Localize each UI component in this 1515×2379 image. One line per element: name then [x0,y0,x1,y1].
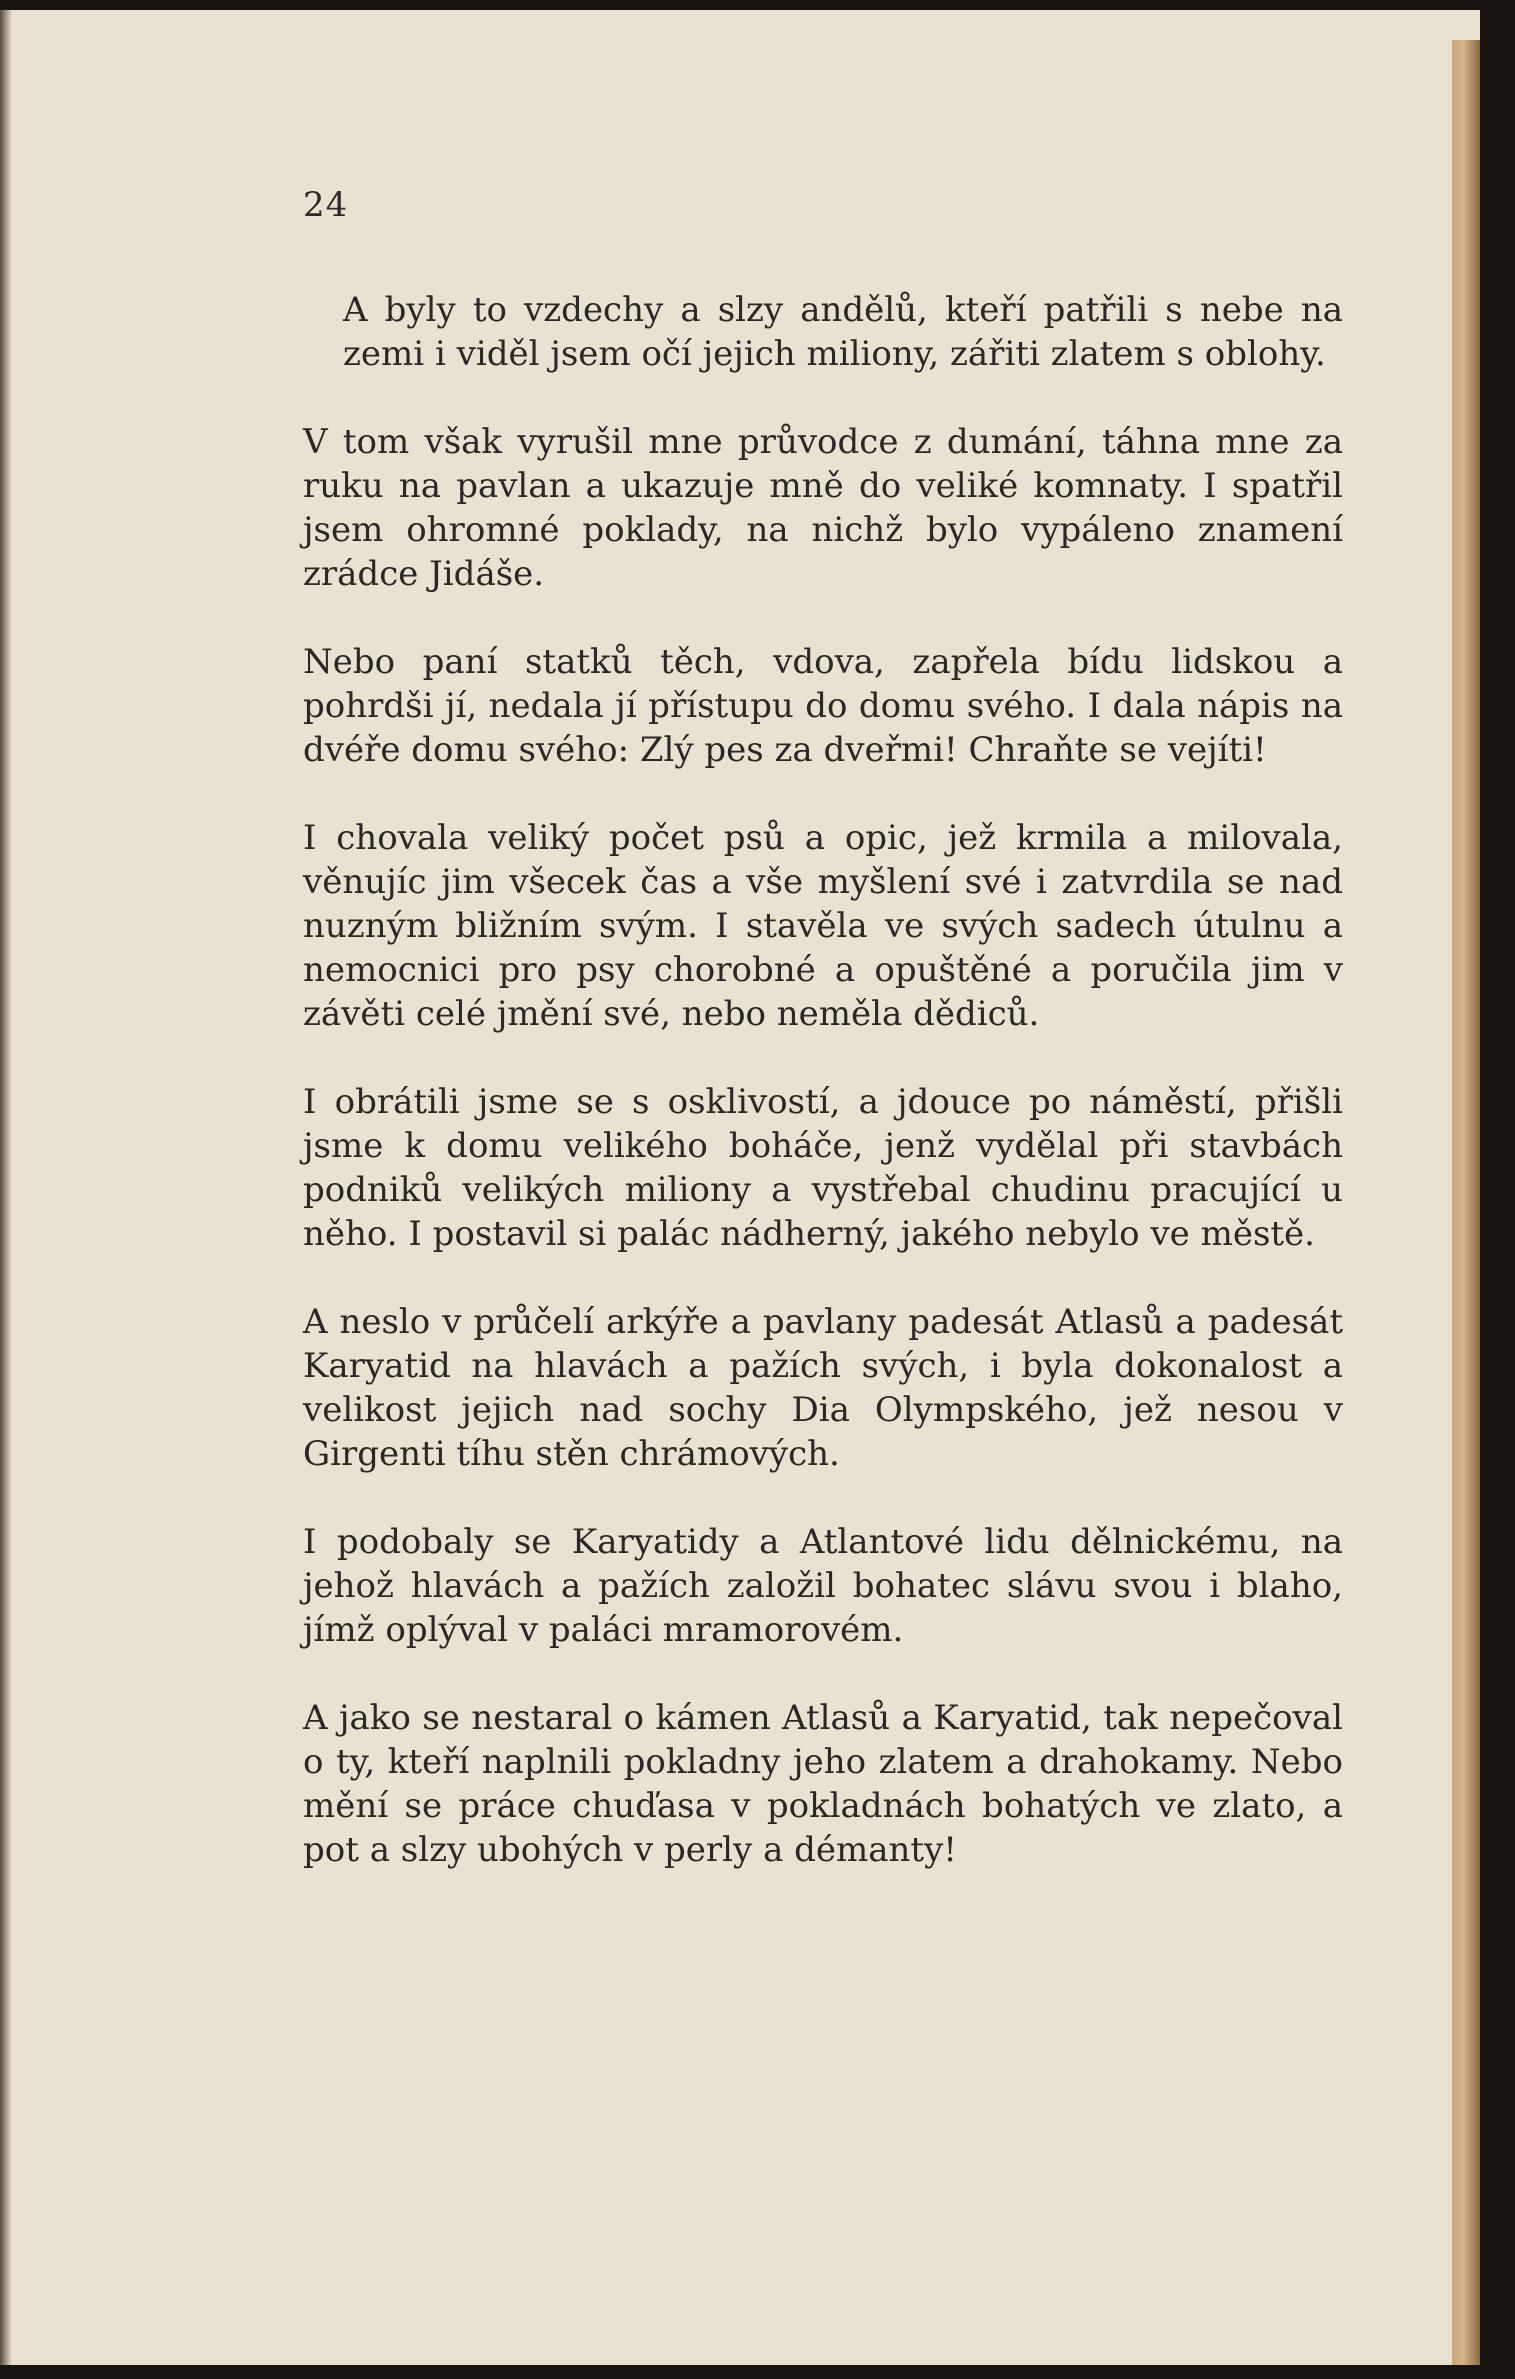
page-gutter [0,10,12,2365]
paragraph: A neslo v průčelí arkýře a pavlany padesát Atlasů a padesát Karyatid na hlavách a pažích svých, i byla dokonalost a velikost jejich nad sochy Dia Olympského, jež nesou v Girgenti tíhu stěn chrámových. [303,1302,1343,1474]
paragraph: Nebo paní statků těch, vdova, zapřela bídu lidskou a pohrdši jí, nedala jí přístupu do domu svého. I dala nápis na dvéře domu svého: Zlý pes za dveřmi! Chraňte se vejíti! [303,642,1343,770]
book-page [0,10,1480,2365]
paragraph: I obrátili jsme se s osklivostí, a jdouce po náměstí, přišli jsme k domu velikého boháče, jenž vydělal při stavbách podniků velikých miliony a vystřebal chudinu pracující u něho. I postavil si palác nádherný, jakého nebylo ve městě. [303,1082,1343,1254]
paragraph: I podobaly se Karyatidy a Atlantové lidu dělnickému, na jehož hlavách a pažích založil bohatec slávu svou i blaho, jímž oplýval v paláci mramorovém. [303,1522,1343,1650]
paragraph: V tom však vyrušil mne průvodce z dumání, táhna mne za ruku na pavlan a ukazuje mně do veliké komnaty. I spatřil jsem ohromné poklady, na nichž bylo vypáleno znamení zrádce Jidáše. [303,422,1343,594]
paragraph: A jako se nestaral o kámen Atlasů a Karyatid, tak nepečoval o ty, kteří naplnili pokladny jeho zlatem a drahokamy. Nebo mění se práce chuďasa v pokladnách bohatých ve zlato, a pot a slzy ubohých v perly a démanty! [303,1698,1343,1870]
paragraph: A byly to vzdechy a slzy andělů, kteří patřili s nebe na zemi i viděl jsem očí jejich miliony, zářiti zlatem s oblohy. [343,290,1343,374]
page-number: 24 [303,185,349,225]
paragraph: I chovala veliký počet psů a opic, jež krmila a milovala, věnujíc jim všecek čas a vše myšlení své i zatvrdila se nad nuzným bližním svým. I stavěla ve svých sadech útulnu a nemocnici pro psy chorobné a opuštěné a poručila jim v závěti celé jmění své, nebo neměla dědiců. [303,818,1343,1034]
text-body [303,288,1343,1916]
page-edge [1452,40,1480,2365]
